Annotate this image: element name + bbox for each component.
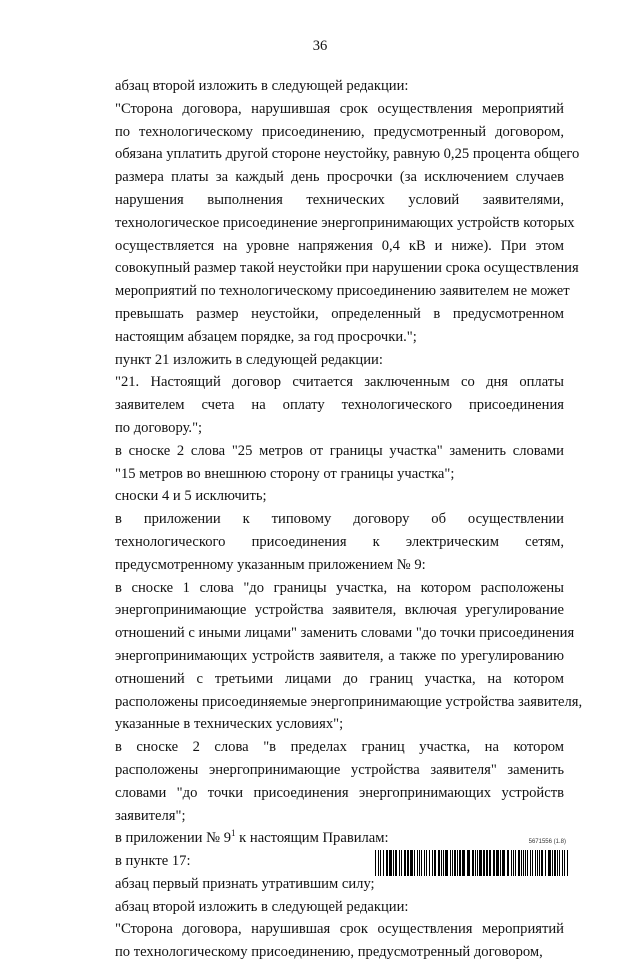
text-line: отношений с третьими лицами до границ участка, на котором (115, 670, 564, 687)
barcode-bar (500, 850, 501, 876)
text-line: абзац первый признать утратившим силу; (115, 875, 375, 892)
barcode-bar (380, 850, 381, 876)
barcode-bar (434, 850, 436, 876)
barcode-bar (507, 850, 509, 876)
barcode-bar (429, 850, 430, 876)
text-line: превышать размер неустойки, определенный в предусмотренном (115, 305, 564, 322)
text-line: "21. Настоящий договор считается заключенным со дня оплаты (115, 374, 564, 391)
barcode-bar (567, 850, 568, 876)
barcode-bar (559, 850, 560, 876)
barcode-bar (410, 850, 413, 876)
barcode-bar (489, 850, 491, 876)
barcode-bar (417, 850, 418, 876)
text-line: "Сторона договора, нарушившая срок осуществления мероприятий (115, 921, 564, 938)
text-line: сноски 4 и 5 исключить; (115, 488, 267, 505)
text-line: размера платы за каждый день просрочки (за исключением случаев (115, 169, 564, 186)
paragraph (79, 440, 564, 486)
paragraph (79, 349, 564, 372)
barcode-bar (521, 850, 522, 876)
barcode-bar (496, 850, 499, 876)
text-line: по технологическому присоединению, предусмотренный договором, (115, 123, 564, 140)
text-line: технологическое присоединение энергопринимающих устройств которых (115, 214, 575, 231)
text-line: "Сторона договора, нарушившая срок осуществления мероприятий (115, 100, 564, 117)
paragraph (79, 896, 564, 919)
text-line: технологического присоединения к электрическим сетям, (115, 533, 564, 550)
paragraph (79, 75, 564, 98)
barcode-bar (475, 850, 476, 876)
barcode-bar (472, 850, 474, 876)
barcode-bar (562, 850, 563, 876)
barcode-bar (424, 850, 425, 876)
text-line: указанные в технических условиях"; (115, 716, 344, 733)
barcode-bar (483, 850, 485, 876)
barcode-bar (525, 850, 526, 876)
paragraph (79, 508, 564, 576)
barcode-bar (486, 850, 488, 876)
text-line: заявителя"; (115, 807, 186, 824)
text-line: осуществляется на уровне напряжения 0,4 кВ и ниже). При этом (115, 237, 564, 254)
barcode-bar (523, 850, 524, 876)
text-line: в приложении к типовому договору об осуществлении (115, 511, 564, 528)
barcode-bar (389, 850, 392, 876)
text-line: по договору."; (115, 419, 203, 436)
text-line: мероприятий по технологическому присоединению заявителем не может (115, 283, 570, 300)
barcode-bar (432, 850, 433, 876)
barcode-bar (393, 850, 394, 876)
barcode-bar (537, 850, 538, 876)
barcode-bar (386, 850, 388, 876)
text-line: пункт 21 изложить в следующей редакции: (115, 351, 383, 368)
barcode-bar (493, 850, 495, 876)
barcode-bar (532, 850, 533, 876)
barcode-bar (445, 850, 448, 876)
barcode-bar (513, 850, 514, 876)
barcode-bar (467, 850, 470, 876)
barcode-bar (541, 850, 543, 876)
barcode-bar (404, 850, 406, 876)
text-line: в сноске 2 слова "в пределах границ участка, на котором (115, 739, 564, 756)
text-line: энергопринимающие устройства заявителя, включая урегулирование (115, 602, 564, 619)
paragraph (79, 577, 583, 737)
paragraph (79, 736, 564, 827)
paragraph (79, 873, 564, 896)
text-line: совокупный размер такой неустойки при нарушении срока осуществления (115, 260, 579, 277)
text-line: абзац второй изложить в следующей редакции: (115, 898, 409, 915)
paragraph (79, 371, 564, 439)
barcode-bar (479, 850, 482, 876)
barcode-bar (450, 850, 451, 876)
barcode-bar (452, 850, 453, 876)
text-line: в сноске 2 слова "25 метров от границы участка" заменить словами (115, 442, 564, 459)
text-line: предусмотренному указанным приложением № 9: (115, 556, 426, 573)
text-line: нарушения выполнения технических условий заявителями, (115, 191, 564, 208)
barcode-bar (395, 850, 397, 876)
barcode-bar (564, 850, 565, 876)
text-line: словами "до точки присоединения энергопринимающих устройств (115, 784, 564, 801)
barcode-bar (438, 850, 440, 876)
barcode-bar (539, 850, 540, 876)
paragraph (79, 98, 580, 349)
text-line: в приложении № $9^1$ к настоящим Правилам: (115, 828, 389, 847)
text-line: энергопринимающих устройств заявителя, а также по урегулированию (115, 647, 564, 664)
text-line: отношений с иными лицами" заменить словами "до точки присоединения (115, 625, 575, 642)
text-line: в пункте 17: (115, 853, 191, 870)
text-line: обязана уплатить другой стороне неустойку, равную 0,25 процента общего (115, 146, 580, 163)
barcode-bar (401, 850, 402, 876)
barcode-bar (515, 850, 516, 876)
barcode-bar (407, 850, 409, 876)
barcode-bar (527, 850, 528, 876)
barcode-bar (554, 850, 556, 876)
page-number: 36 (312, 38, 328, 54)
text-line: расположены энергопринимающие устройства заявителя" заменить (115, 761, 564, 778)
barcode-bar (552, 850, 553, 876)
barcode-bar (383, 850, 384, 876)
barcode-bar (557, 850, 558, 876)
text-line: заявителем счета на оплату технологического присоединения (115, 397, 564, 414)
barcode-bar (375, 850, 376, 876)
barcode-bar (530, 850, 531, 876)
barcode-bar (518, 850, 520, 876)
paragraph (79, 485, 564, 508)
barcode-bar (548, 850, 551, 876)
barcode-bar (535, 850, 536, 876)
barcode-bar (457, 850, 458, 876)
barcode-bar (511, 850, 512, 876)
barcode-bar (426, 850, 427, 876)
barcode-bar (443, 850, 444, 876)
barcode-bar (502, 850, 505, 876)
text-line: абзац второй изложить в следующей редакции: (115, 78, 409, 94)
barcode-bar (399, 850, 400, 876)
barcode-bar (454, 850, 456, 876)
barcode-bar (421, 850, 422, 876)
paragraph (79, 827, 564, 850)
barcode-bar (378, 850, 379, 876)
text-line: по технологическому присоединению, предусмотренный договором, (115, 944, 543, 961)
barcode-bar (477, 850, 478, 876)
text-line: расположены присоединяемые энергопринимающие устройства заявителя, (115, 693, 583, 710)
barcode-bar (414, 850, 415, 876)
document-code: 5671556 (1.8) (528, 839, 566, 845)
document-body (79, 75, 583, 964)
paragraph (79, 918, 564, 964)
barcode-bar (419, 850, 420, 876)
text-line: настоящим абзацем порядке, за год просрочки."; (115, 328, 417, 345)
text-line: "15 метров во внешнюю сторону от границы участка"; (115, 465, 455, 482)
barcode-bar (441, 850, 442, 876)
barcode-icon (375, 850, 568, 876)
barcode-bar (459, 850, 461, 876)
barcode-bar (462, 850, 465, 876)
text-line: в сноске 1 слова "до границы участка, на котором расположены (115, 579, 564, 596)
barcode-bar (545, 850, 546, 876)
